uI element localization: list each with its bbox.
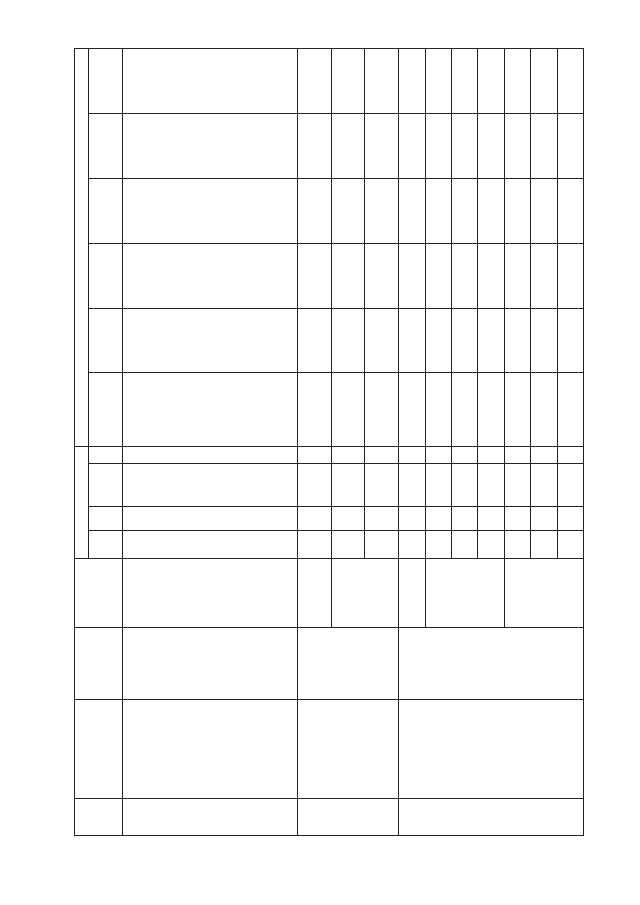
header-2024 xyxy=(89,113,123,178)
cell-vr xyxy=(298,446,332,463)
cell-vr xyxy=(451,446,477,463)
cell-2023 xyxy=(365,178,399,243)
cell-2023 xyxy=(504,178,530,243)
cell-2024 xyxy=(399,113,425,178)
cell-2025 xyxy=(504,49,530,114)
cell-total xyxy=(557,373,583,447)
cell-csr xyxy=(331,464,365,507)
cell-2021 xyxy=(331,308,365,373)
cell-2025 xyxy=(425,49,451,114)
cell-2024 xyxy=(451,113,477,178)
cell-2022 xyxy=(425,243,451,308)
cell-num xyxy=(298,799,399,836)
cell-2024 xyxy=(478,113,504,178)
cell-rzpr xyxy=(123,507,298,531)
cell-2023 xyxy=(425,178,451,243)
cell-rzpr xyxy=(365,507,399,531)
cell-rzpr xyxy=(399,507,425,531)
cell-2025 xyxy=(399,49,425,114)
cell-2023 xyxy=(298,178,332,243)
cell-csr xyxy=(298,464,332,507)
budget-table xyxy=(74,48,584,836)
cell-2022 xyxy=(557,243,583,308)
header-num xyxy=(75,799,123,836)
cell-2025 xyxy=(298,49,332,114)
cell-num xyxy=(123,799,298,836)
cell-name xyxy=(123,699,298,798)
cell-csr xyxy=(425,464,451,507)
cell-2021 xyxy=(298,308,332,373)
cell-vr xyxy=(331,446,365,463)
cell-vr xyxy=(123,446,298,463)
cell-grbs xyxy=(557,531,583,559)
cell-2025 xyxy=(451,49,477,114)
cell-total xyxy=(504,373,530,447)
cell-grbs xyxy=(425,531,451,559)
cell-2023 xyxy=(399,178,425,243)
cell-2023 xyxy=(123,178,298,243)
cell-2021 xyxy=(557,308,583,373)
cell-2022 xyxy=(504,243,530,308)
cell-2025 xyxy=(557,49,583,114)
cell-2022 xyxy=(365,243,399,308)
cell-2022 xyxy=(123,243,298,308)
cell-2022 xyxy=(478,243,504,308)
cell-2023 xyxy=(531,178,557,243)
header-2021 xyxy=(89,308,123,373)
cell-source xyxy=(504,559,583,628)
cell-grbs xyxy=(478,531,504,559)
cell-2024 xyxy=(123,113,298,178)
cell-total xyxy=(123,373,298,447)
cell-csr xyxy=(365,464,399,507)
header-source xyxy=(75,559,123,628)
cell-2023 xyxy=(478,178,504,243)
cell-csr xyxy=(504,464,530,507)
cell-grbs xyxy=(504,531,530,559)
cell-csr xyxy=(478,464,504,507)
cell-2024 xyxy=(504,113,530,178)
cell-vr xyxy=(365,446,399,463)
header-2025 xyxy=(89,49,123,114)
cell-2024 xyxy=(298,113,332,178)
table-row xyxy=(298,49,332,836)
cell-2024 xyxy=(365,113,399,178)
cell-2021 xyxy=(451,308,477,373)
cell-grbs xyxy=(451,531,477,559)
cell-rzpr xyxy=(425,507,451,531)
cell-2021 xyxy=(504,308,530,373)
header-rzpr xyxy=(89,507,123,531)
cell-vr xyxy=(399,446,425,463)
cell-rzpr xyxy=(451,507,477,531)
cell-2025 xyxy=(365,49,399,114)
cell-total xyxy=(425,373,451,447)
cell-2022 xyxy=(331,243,365,308)
cell-csr xyxy=(399,464,425,507)
cell-2022 xyxy=(451,243,477,308)
cell-grbs xyxy=(123,531,298,559)
table-row xyxy=(399,49,425,836)
cell-grbs xyxy=(399,531,425,559)
cell-2023 xyxy=(451,178,477,243)
cell-2021 xyxy=(478,308,504,373)
cell-grbs xyxy=(365,531,399,559)
cell-source xyxy=(298,559,332,628)
cell-name xyxy=(298,699,399,798)
cell-grbs xyxy=(298,531,332,559)
cell-2021 xyxy=(123,308,298,373)
cell-responsible xyxy=(123,628,298,699)
table-row xyxy=(123,49,298,836)
cell-2024 xyxy=(557,113,583,178)
cell-rzpr xyxy=(478,507,504,531)
cell-total xyxy=(298,373,332,447)
cell-responsible xyxy=(298,628,399,699)
cell-responsible xyxy=(399,628,584,699)
cell-total xyxy=(365,373,399,447)
cell-rzpr xyxy=(298,507,332,531)
cell-vr xyxy=(425,446,451,463)
header-responsible xyxy=(75,628,123,699)
header-csr xyxy=(89,464,123,507)
cell-2023 xyxy=(557,178,583,243)
cell-rzpr xyxy=(504,507,530,531)
cell-csr xyxy=(557,464,583,507)
cell-csr xyxy=(531,464,557,507)
cell-2021 xyxy=(365,308,399,373)
cell-vr xyxy=(504,446,530,463)
cell-total xyxy=(531,373,557,447)
cell-2021 xyxy=(425,308,451,373)
cell-source xyxy=(425,559,504,628)
cell-num xyxy=(399,799,584,836)
cell-2025 xyxy=(123,49,298,114)
cell-rzpr xyxy=(557,507,583,531)
budget-table-rotated xyxy=(74,48,584,836)
cell-vr xyxy=(557,446,583,463)
header-budget-classification xyxy=(75,446,89,558)
cell-name xyxy=(399,699,584,798)
cell-2025 xyxy=(478,49,504,114)
header-2022 xyxy=(89,243,123,308)
cell-rzpr xyxy=(331,507,365,531)
cell-rzpr xyxy=(531,507,557,531)
header-name xyxy=(75,699,123,798)
cell-source xyxy=(123,559,298,628)
cell-2022 xyxy=(399,243,425,308)
cell-csr xyxy=(451,464,477,507)
cell-2024 xyxy=(425,113,451,178)
cell-vr xyxy=(531,446,557,463)
cell-2025 xyxy=(331,49,365,114)
cell-vr xyxy=(478,446,504,463)
header-2023 xyxy=(89,178,123,243)
cell-2021 xyxy=(531,308,557,373)
cell-2024 xyxy=(331,113,365,178)
cell-csr xyxy=(123,464,298,507)
cell-2021 xyxy=(399,308,425,373)
header-total xyxy=(89,373,123,447)
cell-total xyxy=(399,373,425,447)
header-grbs xyxy=(89,531,123,559)
cell-grbs xyxy=(331,531,365,559)
cell-2022 xyxy=(531,243,557,308)
cell-source xyxy=(399,559,425,628)
cell-2024 xyxy=(531,113,557,178)
cell-2022 xyxy=(298,243,332,308)
cell-2025 xyxy=(531,49,557,114)
header-expenses xyxy=(75,49,89,447)
cell-2023 xyxy=(331,178,365,243)
cell-grbs xyxy=(531,531,557,559)
header-vr xyxy=(89,446,123,463)
cell-source xyxy=(331,559,398,628)
cell-total xyxy=(451,373,477,447)
cell-total xyxy=(331,373,365,447)
cell-total xyxy=(478,373,504,447)
